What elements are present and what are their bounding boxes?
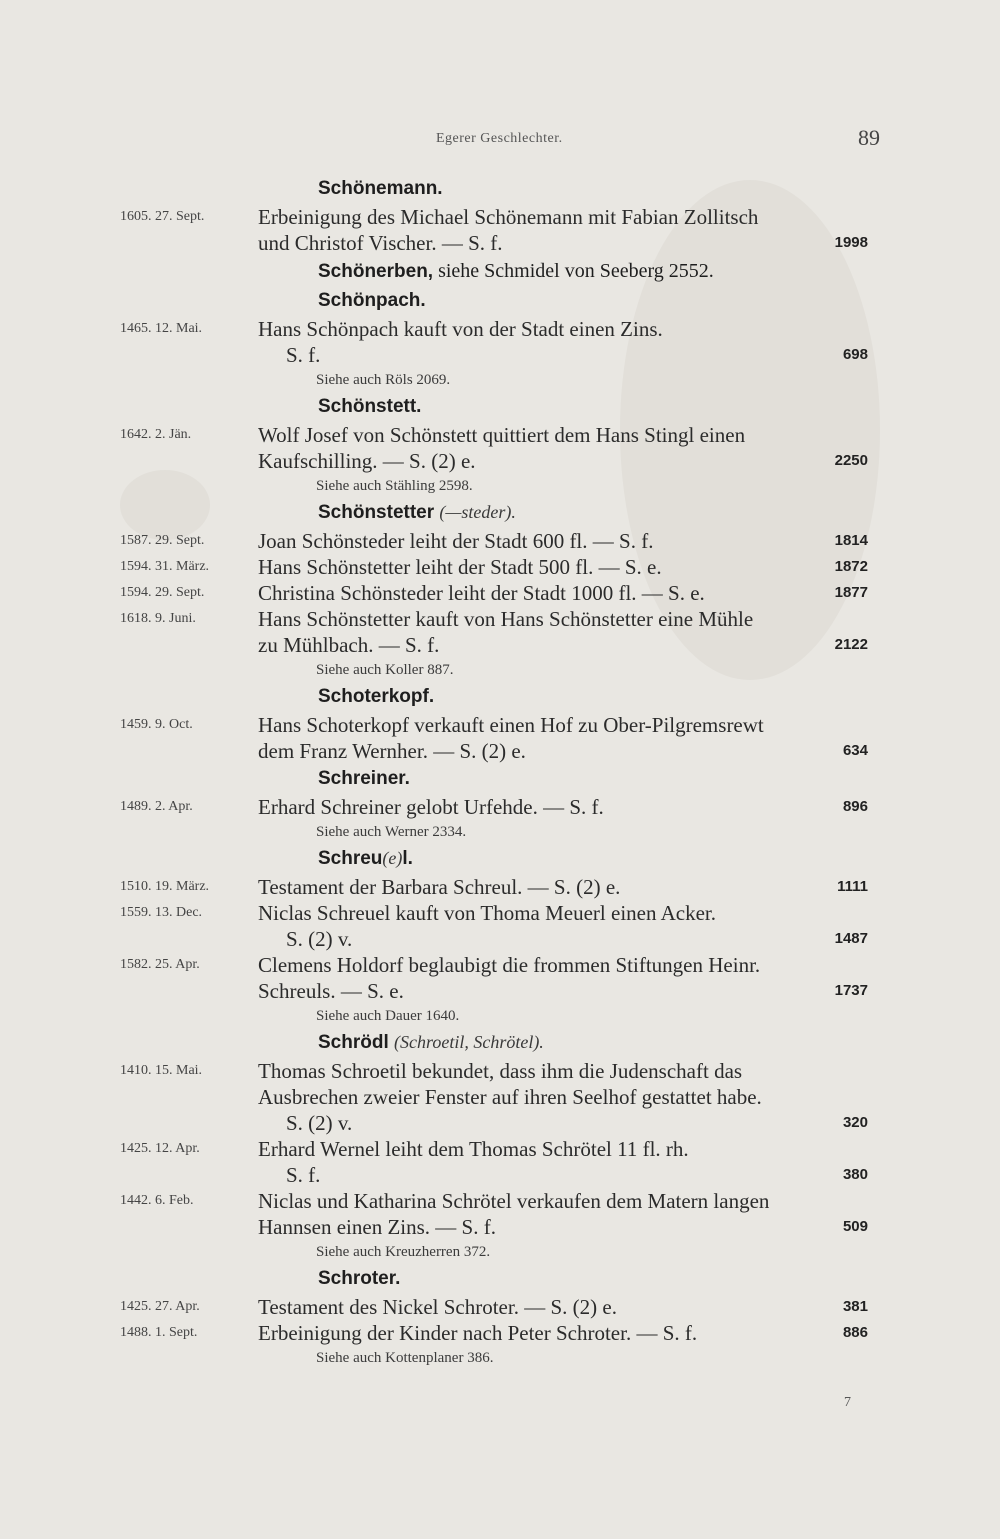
see-also-text: Siehe auch Kreuzherren 372. xyxy=(316,1244,491,1260)
entry-line xyxy=(0,1188,1000,1214)
entry-line xyxy=(0,606,1000,632)
register-entry xyxy=(0,1058,1000,1136)
section-heading xyxy=(0,1268,1000,1294)
entry-text: Christina Schönsteder leiht der Stadt 1000 fl. — S. e. xyxy=(258,581,705,605)
section-heading xyxy=(0,396,1000,422)
entry-text: S. f. xyxy=(286,343,321,367)
register-entry xyxy=(0,422,1000,474)
see-also xyxy=(0,1004,1000,1028)
entry-text: Hans Schönstetter kauft von Hans Schönstetter eine Mühle xyxy=(258,607,754,631)
entry-text: Clemens Holdorf beglaubigt die frommen Stiftungen Heinr. xyxy=(258,953,761,977)
entry-line xyxy=(0,342,1000,368)
entry-line xyxy=(0,926,1000,952)
register-entry xyxy=(0,528,1000,554)
surname-heading xyxy=(318,686,434,708)
surname-end: l. xyxy=(402,848,413,869)
register-entry xyxy=(0,580,1000,606)
surname-heading xyxy=(318,178,443,200)
entry-line xyxy=(0,738,1000,764)
entry-line xyxy=(0,422,1000,448)
entry-date: 1489. 2. Apr. xyxy=(120,799,193,814)
entry-date: 1425. 12. Apr. xyxy=(120,1141,200,1156)
entry-line xyxy=(0,632,1000,658)
entry-line xyxy=(0,1110,1000,1136)
entry-date: 1594. 29. Sept. xyxy=(120,585,205,600)
surname: Schönemann. xyxy=(318,178,443,199)
page-number: 89 xyxy=(858,125,880,150)
surname: Schreu xyxy=(318,848,383,869)
see-also-text: Siehe auch Stähling 2598. xyxy=(316,478,473,494)
register-entry xyxy=(0,204,1000,256)
section-heading xyxy=(0,260,1000,286)
entry-text: und Christof Vischer. — S. f. xyxy=(258,231,503,255)
entry-text: S. (2) v. xyxy=(286,1111,353,1135)
register-entry xyxy=(0,900,1000,952)
entry-text: dem Franz Wernher. — S. (2) e. xyxy=(258,739,526,763)
entry-date: 1559. 13. Dec. xyxy=(120,905,203,920)
see-also xyxy=(0,1240,1000,1264)
document-number: 2250 xyxy=(834,452,868,469)
surname: Schönpach. xyxy=(318,290,426,311)
entry-text: Testament des Nickel Schroter. — S. (2) e. xyxy=(258,1295,617,1319)
surname-heading xyxy=(318,396,421,418)
entry-text: Niclas Schreuel kauft von Thoma Meuerl einen Acker. xyxy=(258,901,716,925)
document-number: 1111 xyxy=(837,878,868,895)
surname: Schönerben, xyxy=(318,261,434,282)
see-also xyxy=(0,820,1000,844)
document-number: 1998 xyxy=(834,234,868,251)
entry-line xyxy=(0,874,1000,900)
document-number: 1872 xyxy=(834,558,868,575)
entry-text: Erbeinigung des Michael Schönemann mit Fabian Zollitsch xyxy=(258,205,759,229)
entry-text: Schreuls. — S. e. xyxy=(258,979,404,1003)
entry-date: 1510. 19. März. xyxy=(120,879,210,894)
document-number: 1814 xyxy=(834,532,868,549)
entry-text: Hans Schönpach kauft von der Stadt einen Zins. xyxy=(258,317,663,341)
register-entry xyxy=(0,1188,1000,1240)
entry-line xyxy=(0,900,1000,926)
document-number: 698 xyxy=(842,346,868,363)
section-heading xyxy=(0,290,1000,316)
register-entry xyxy=(0,316,1000,368)
section-heading xyxy=(0,502,1000,528)
document-number: 1737 xyxy=(834,982,868,999)
entry-text: Erbeinigung der Kinder nach Peter Schroter. — S. f. xyxy=(258,1321,698,1345)
entry-line xyxy=(0,528,1000,554)
entry-line xyxy=(0,794,1000,820)
entry-date: 1410. 15. Mai. xyxy=(120,1063,203,1078)
entry-line xyxy=(0,978,1000,1004)
document-number: 896 xyxy=(842,798,868,815)
document-number: 320 xyxy=(842,1114,868,1131)
signature-mark: 7 xyxy=(844,1395,851,1410)
entry-text: S. (2) v. xyxy=(286,927,353,951)
register-entry xyxy=(0,794,1000,820)
entry-text: Wolf Josef von Schönstett quittiert dem Hans Stingl einen xyxy=(258,423,746,447)
surname-heading xyxy=(318,1032,544,1054)
entry-line xyxy=(0,448,1000,474)
see-also xyxy=(0,368,1000,392)
entry-line xyxy=(0,316,1000,342)
entry-line xyxy=(0,1136,1000,1162)
entry-text: S. f. xyxy=(286,1163,321,1187)
document-number: 1487 xyxy=(834,930,868,947)
entry-date: 1642. 2. Jän. xyxy=(120,427,192,442)
entry-line xyxy=(0,1084,1000,1110)
entry-line xyxy=(0,554,1000,580)
document-number: 380 xyxy=(842,1166,868,1183)
see-also xyxy=(0,474,1000,498)
entry-date: 1618. 9. Juni. xyxy=(120,611,196,626)
register-entry xyxy=(0,554,1000,580)
entry-text: Hannsen einen Zins. — S. f. xyxy=(258,1215,496,1239)
surname-variant: (Schroetil, Schrötel). xyxy=(394,1032,544,1052)
entry-date: 1459. 9. Oct. xyxy=(120,717,193,732)
surname: Schoterkopf. xyxy=(318,686,435,707)
see-also-text: Siehe auch Werner 2334. xyxy=(316,824,467,840)
entry-date: 1465. 12. Mai. xyxy=(120,321,203,336)
entry-date: 1442. 6. Feb. xyxy=(120,1193,194,1208)
entry-text: Kaufschilling. — S. (2) e. xyxy=(258,449,476,473)
entry-text: Erhard Wernel leiht dem Thomas Schrötel 11 fl. rh. xyxy=(258,1137,689,1161)
entry-line xyxy=(0,1294,1000,1320)
surname-heading xyxy=(318,502,516,524)
section-heading xyxy=(0,1032,1000,1058)
entry-line xyxy=(0,204,1000,230)
document-number: 1877 xyxy=(834,584,868,601)
entry-date: 1425. 27. Apr. xyxy=(120,1299,200,1314)
see-also-text: Siehe auch Dauer 1640. xyxy=(316,1008,460,1024)
entry-text: Thomas Schroetil bekundet, dass ihm die Judenschaft das xyxy=(258,1059,743,1083)
register-content xyxy=(0,178,1000,1374)
document-number: 381 xyxy=(842,1298,868,1315)
surname-heading xyxy=(318,1268,400,1290)
surname: Schönstetter xyxy=(318,502,435,523)
section-heading xyxy=(0,686,1000,712)
register-entry xyxy=(0,1294,1000,1320)
entry-text: Testament der Barbara Schreul. — S. (2) e. xyxy=(258,875,621,899)
entry-text: Niclas und Katharina Schrötel verkaufen dem Matern langen xyxy=(258,1189,770,1213)
see-also xyxy=(0,1346,1000,1370)
surname-heading xyxy=(318,848,413,870)
surname: Schreiner. xyxy=(318,768,410,789)
see-also-text: Siehe auch Koller 887. xyxy=(316,662,454,678)
surname-variant: (e) xyxy=(382,848,403,868)
surname-heading xyxy=(318,768,410,790)
entry-line xyxy=(0,1214,1000,1240)
surname-heading xyxy=(318,260,714,283)
surname-variant: (—steder). xyxy=(439,502,516,522)
entry-line xyxy=(0,230,1000,256)
section-gap xyxy=(0,1370,1000,1374)
section-heading xyxy=(0,178,1000,204)
entry-date: 1582. 25. Apr. xyxy=(120,957,200,972)
register-entry xyxy=(0,1136,1000,1188)
section-heading xyxy=(0,768,1000,794)
see-also-text: Siehe auch Kottenplaner 386. xyxy=(316,1350,494,1366)
page-header xyxy=(0,125,1000,155)
document-number: 634 xyxy=(842,742,868,759)
document-number: 886 xyxy=(842,1324,868,1341)
see-also-text: Siehe auch Röls 2069. xyxy=(316,372,451,388)
register-entry xyxy=(0,712,1000,764)
register-entry xyxy=(0,606,1000,658)
entry-text: Erhard Schreiner gelobt Urfehde. — S. f. xyxy=(258,795,604,819)
entry-date: 1587. 29. Sept. xyxy=(120,533,205,548)
register-entry xyxy=(0,1320,1000,1346)
entry-date: 1594. 31. März. xyxy=(120,559,210,574)
entry-line xyxy=(0,712,1000,738)
entry-text: Joan Schönsteder leiht der Stadt 600 fl. — S. f. xyxy=(258,529,654,553)
register-entry xyxy=(0,952,1000,1004)
entry-line xyxy=(0,580,1000,606)
surname-heading xyxy=(318,290,426,312)
entry-text: Hans Schönstetter leiht der Stadt 500 fl. — S. e. xyxy=(258,555,662,579)
section-heading xyxy=(0,848,1000,874)
cross-reference: siehe Schmidel von Seeberg 2552. xyxy=(433,260,714,282)
register-entry xyxy=(0,874,1000,900)
entry-line xyxy=(0,1162,1000,1188)
entry-date: 1605. 27. Sept. xyxy=(120,209,205,224)
entry-text: zu Mühlbach. — S. f. xyxy=(258,633,440,657)
document-number: 509 xyxy=(842,1218,868,1235)
surname: Schroter. xyxy=(318,1268,401,1289)
surname: Schrödl xyxy=(318,1032,389,1053)
see-also xyxy=(0,658,1000,682)
entry-text: Hans Schoterkopf verkauft einen Hof zu Ober-Pilgremsrewt xyxy=(258,713,764,737)
entry-date: 1488. 1. Sept. xyxy=(120,1325,198,1340)
running-title: Egerer Geschlechter. xyxy=(436,131,563,146)
entry-line xyxy=(0,1058,1000,1084)
entry-line xyxy=(0,952,1000,978)
surname: Schönstett. xyxy=(318,396,422,417)
entry-text: Ausbrechen zweier Fenster auf ihren Seelhof gestattet habe. xyxy=(258,1085,762,1109)
entry-line xyxy=(0,1320,1000,1346)
document-number: 2122 xyxy=(834,636,868,653)
